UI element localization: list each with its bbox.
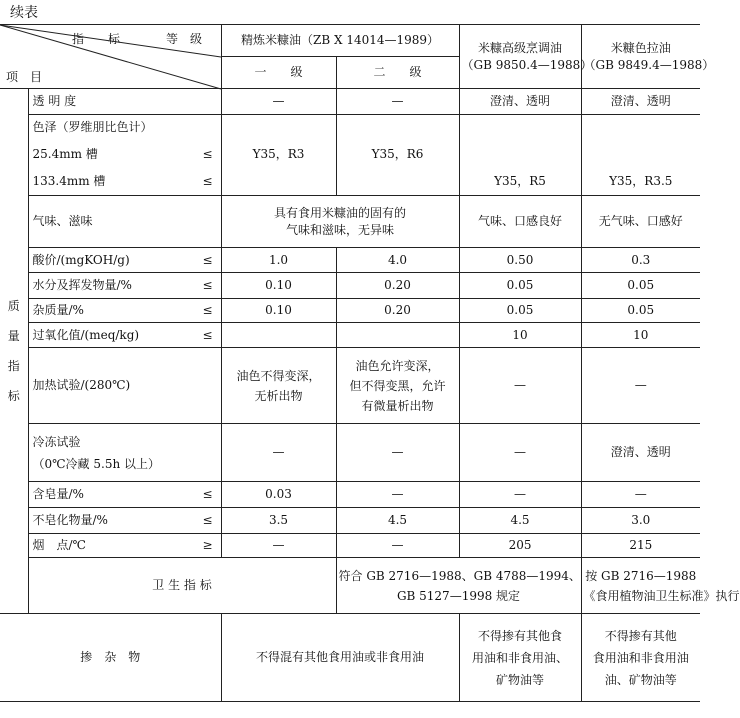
quality-char-3: 指 (7, 359, 20, 373)
adulteration-cooking-value (459, 614, 581, 702)
cooking-value: 4.5 (459, 508, 581, 534)
row-acid (0, 248, 700, 273)
corner-item-label: 项 目 (6, 70, 43, 84)
grade2-value (336, 348, 459, 424)
salad-value: 0.05 (581, 273, 700, 299)
salad-value: 0.05 (581, 299, 700, 323)
item-name: 色泽（罗维朋比色计） (28, 115, 221, 141)
grade2-value: 4.0 (336, 248, 459, 273)
grade2-value: 0.20 (336, 299, 459, 323)
cooking-value: — (459, 482, 581, 508)
row-moisture (0, 273, 700, 299)
adulteration-salad-value (581, 614, 700, 702)
text-line: 《食用植物油卫生标准》执行 (583, 588, 740, 603)
quality-char-1: 质 (7, 299, 20, 313)
salad-empty (581, 115, 700, 141)
text-line: 油色不得变深， (236, 368, 321, 383)
salad-value: 0.3 (581, 248, 700, 273)
text-line: 矿物油等 (496, 672, 545, 687)
grade1-header: 一 级 (221, 57, 336, 89)
grade1-empty (221, 169, 336, 196)
item-name (28, 169, 221, 196)
cooking-empty (459, 141, 581, 169)
grade2-header: 二 级 (336, 57, 459, 89)
row-impurity (0, 299, 700, 323)
grade1-empty (221, 115, 336, 141)
grade1-value: — (221, 534, 336, 558)
inequality-sign: ≤ (202, 487, 213, 501)
text-line: 油、矿物油等 (604, 672, 677, 687)
grade1-value: 0.10 (221, 273, 336, 299)
cooking-oil-name: 米糠高级烹调油 (478, 40, 563, 55)
text-line: 食用油和非食用油 (592, 650, 689, 665)
row-hygiene (0, 558, 700, 614)
cooking-empty (459, 115, 581, 141)
inequality-sign: ≤ (202, 174, 213, 189)
cooking-value: 0.50 (459, 248, 581, 273)
grade2-value: — (336, 482, 459, 508)
text-line: GB 5127—1998 规定 (396, 588, 521, 603)
sub-item-name: 25.4mm 槽 (32, 147, 98, 161)
item-name (28, 299, 221, 323)
item-name (28, 424, 221, 482)
grade1-value: 1.0 (221, 248, 336, 273)
salad-value: 澄清、透明 (581, 89, 700, 115)
cooking-value: 0.05 (459, 273, 581, 299)
item-name (28, 508, 221, 534)
item-label: 水分及挥发物量/% (32, 278, 132, 292)
quality-char-2: 量 (7, 329, 20, 343)
inequality-sign: ≥ (202, 538, 213, 552)
text-line: 油色允许变深， (355, 358, 440, 373)
cooking-value: 10 (459, 323, 581, 348)
salad-value: 澄清、透明 (581, 424, 700, 482)
grade2-value: — (336, 424, 459, 482)
text-line: 气味和滋味，无异味 (286, 222, 395, 237)
salad-value: 无气味、口感好 (581, 196, 700, 248)
text-line: 无析出物 (254, 388, 303, 403)
item-name (28, 482, 221, 508)
item-name: 气味、滋味 (28, 196, 221, 248)
item-label: 酸价/(mgKOH/g) (32, 252, 130, 267)
item-label: 过氧化值/(meq/kg) (32, 327, 140, 342)
item-label: 不皂化物量/% (32, 513, 108, 527)
cooking-value: 205 (459, 534, 581, 558)
grade2-value: — (336, 534, 459, 558)
quality-indicator-label (0, 89, 28, 614)
text-line: 具有食用米糠油的固有的 (274, 205, 407, 220)
grade2-value: 4.5 (336, 508, 459, 534)
salad-value: 215 (581, 534, 700, 558)
grade2-empty (336, 115, 459, 141)
grade1-value: — (221, 424, 336, 482)
row-color-254 (0, 141, 700, 169)
adulteration-label: 掺 杂 物 (0, 614, 221, 702)
cooking-value: — (459, 348, 581, 424)
row-peroxide (0, 323, 700, 348)
item-label: 杂质量/% (32, 303, 84, 317)
item-name (28, 273, 221, 299)
salad-empty (581, 141, 700, 169)
refined-oil-header: 精炼米糠油（ZB X 14014—1989） (221, 25, 459, 57)
text-line: 有微量析出物 (361, 398, 434, 413)
salad-oil-standard: （GB 9849.4—1988） (583, 57, 715, 72)
salad-value: 10 (581, 323, 700, 348)
inequality-sign: ≤ (202, 303, 213, 317)
hygiene-refined-value (336, 558, 581, 614)
grade1-value: 3.5 (221, 508, 336, 534)
text-line: 符合 GB 2716—1988、GB 4788—1994、 (338, 568, 581, 583)
text-line: 按 GB 2716—1988 (585, 568, 697, 583)
cooking-value: 澄清、透明 (459, 89, 581, 115)
hygiene-label: 卫 生 指 标 (28, 558, 336, 614)
text-line: （0℃冷藏 5.5h 以上） (32, 456, 161, 471)
item-label: 烟 点/℃ (32, 538, 86, 552)
row-unsaponifiable (0, 508, 700, 534)
row-adulteration (0, 614, 700, 702)
table-caption: 续表 (10, 5, 38, 21)
grade1-empty (221, 323, 336, 348)
item-label: 含皂量/% (32, 487, 84, 501)
inequality-sign: ≤ (202, 327, 213, 342)
cooking-value: 0.05 (459, 299, 581, 323)
cooking-value: Y35，R5 (459, 169, 581, 196)
item-name (28, 141, 221, 169)
grade2-empty (336, 169, 459, 196)
cooking-oil-header (459, 25, 593, 89)
item-name (28, 248, 221, 273)
text-line: 用油和非食用油、 (472, 650, 569, 665)
inequality-sign: ≤ (202, 513, 213, 527)
text-line: 冷冻试验 (32, 434, 81, 449)
item-name: 加热试验/(280℃) (28, 348, 221, 424)
inequality-sign: ≤ (202, 147, 213, 161)
grade2-value: Y35，R6 (336, 141, 459, 169)
row-transparency (0, 89, 700, 115)
salad-value: — (581, 482, 700, 508)
grade1-value: — (221, 89, 336, 115)
item-name: 透 明 度 (28, 89, 221, 115)
row-odor (0, 196, 700, 248)
item-name (28, 323, 221, 348)
salad-value: 3.0 (581, 508, 700, 534)
salad-oil-name: 米糠色拉油 (610, 40, 671, 55)
grade2-empty (336, 323, 459, 348)
text-line: 不得掺有其他食 (478, 628, 563, 643)
adulteration-refined-value: 不得混有其他食用油或非食用油 (221, 614, 459, 702)
text-line: 不得掺有其他 (604, 628, 677, 643)
sub-item-name: 133.4mm 槽 (32, 174, 106, 189)
item-name (28, 534, 221, 558)
grade1-value: 0.03 (221, 482, 336, 508)
grade1-value: 0.10 (221, 299, 336, 323)
hygiene-cook-salad-value (581, 558, 740, 614)
corner-grade-label: 等 级 (166, 32, 203, 46)
salad-oil-header (581, 25, 715, 89)
row-smoke-point (0, 534, 700, 558)
rice-bran-oil-quality-table (0, 24, 740, 702)
inequality-sign: ≤ (202, 252, 213, 267)
row-color-1334 (0, 169, 700, 196)
grade12-value (221, 196, 459, 248)
corner-header-cell (0, 25, 221, 89)
cooking-value: — (459, 424, 581, 482)
grade1-value (221, 348, 336, 424)
row-soap (0, 482, 700, 508)
inequality-sign: ≤ (202, 278, 213, 292)
grade1-value: Y35，R3 (221, 141, 336, 169)
row-heating (0, 348, 700, 424)
cooking-value: 气味、口感良好 (459, 196, 581, 248)
grade2-value: — (336, 89, 459, 115)
corner-indicator-label: 指 标 (72, 32, 121, 46)
cooking-oil-standard: （GB 9850.4—1988） (461, 57, 593, 72)
grade2-value: 0.20 (336, 273, 459, 299)
salad-value: Y35，R3.5 (581, 169, 700, 196)
row-color-title (0, 115, 700, 141)
row-cold-test (0, 424, 700, 482)
salad-value: — (581, 348, 700, 424)
text-line: 但不得变黑，允许 (349, 378, 446, 393)
quality-char-4: 标 (7, 389, 20, 403)
